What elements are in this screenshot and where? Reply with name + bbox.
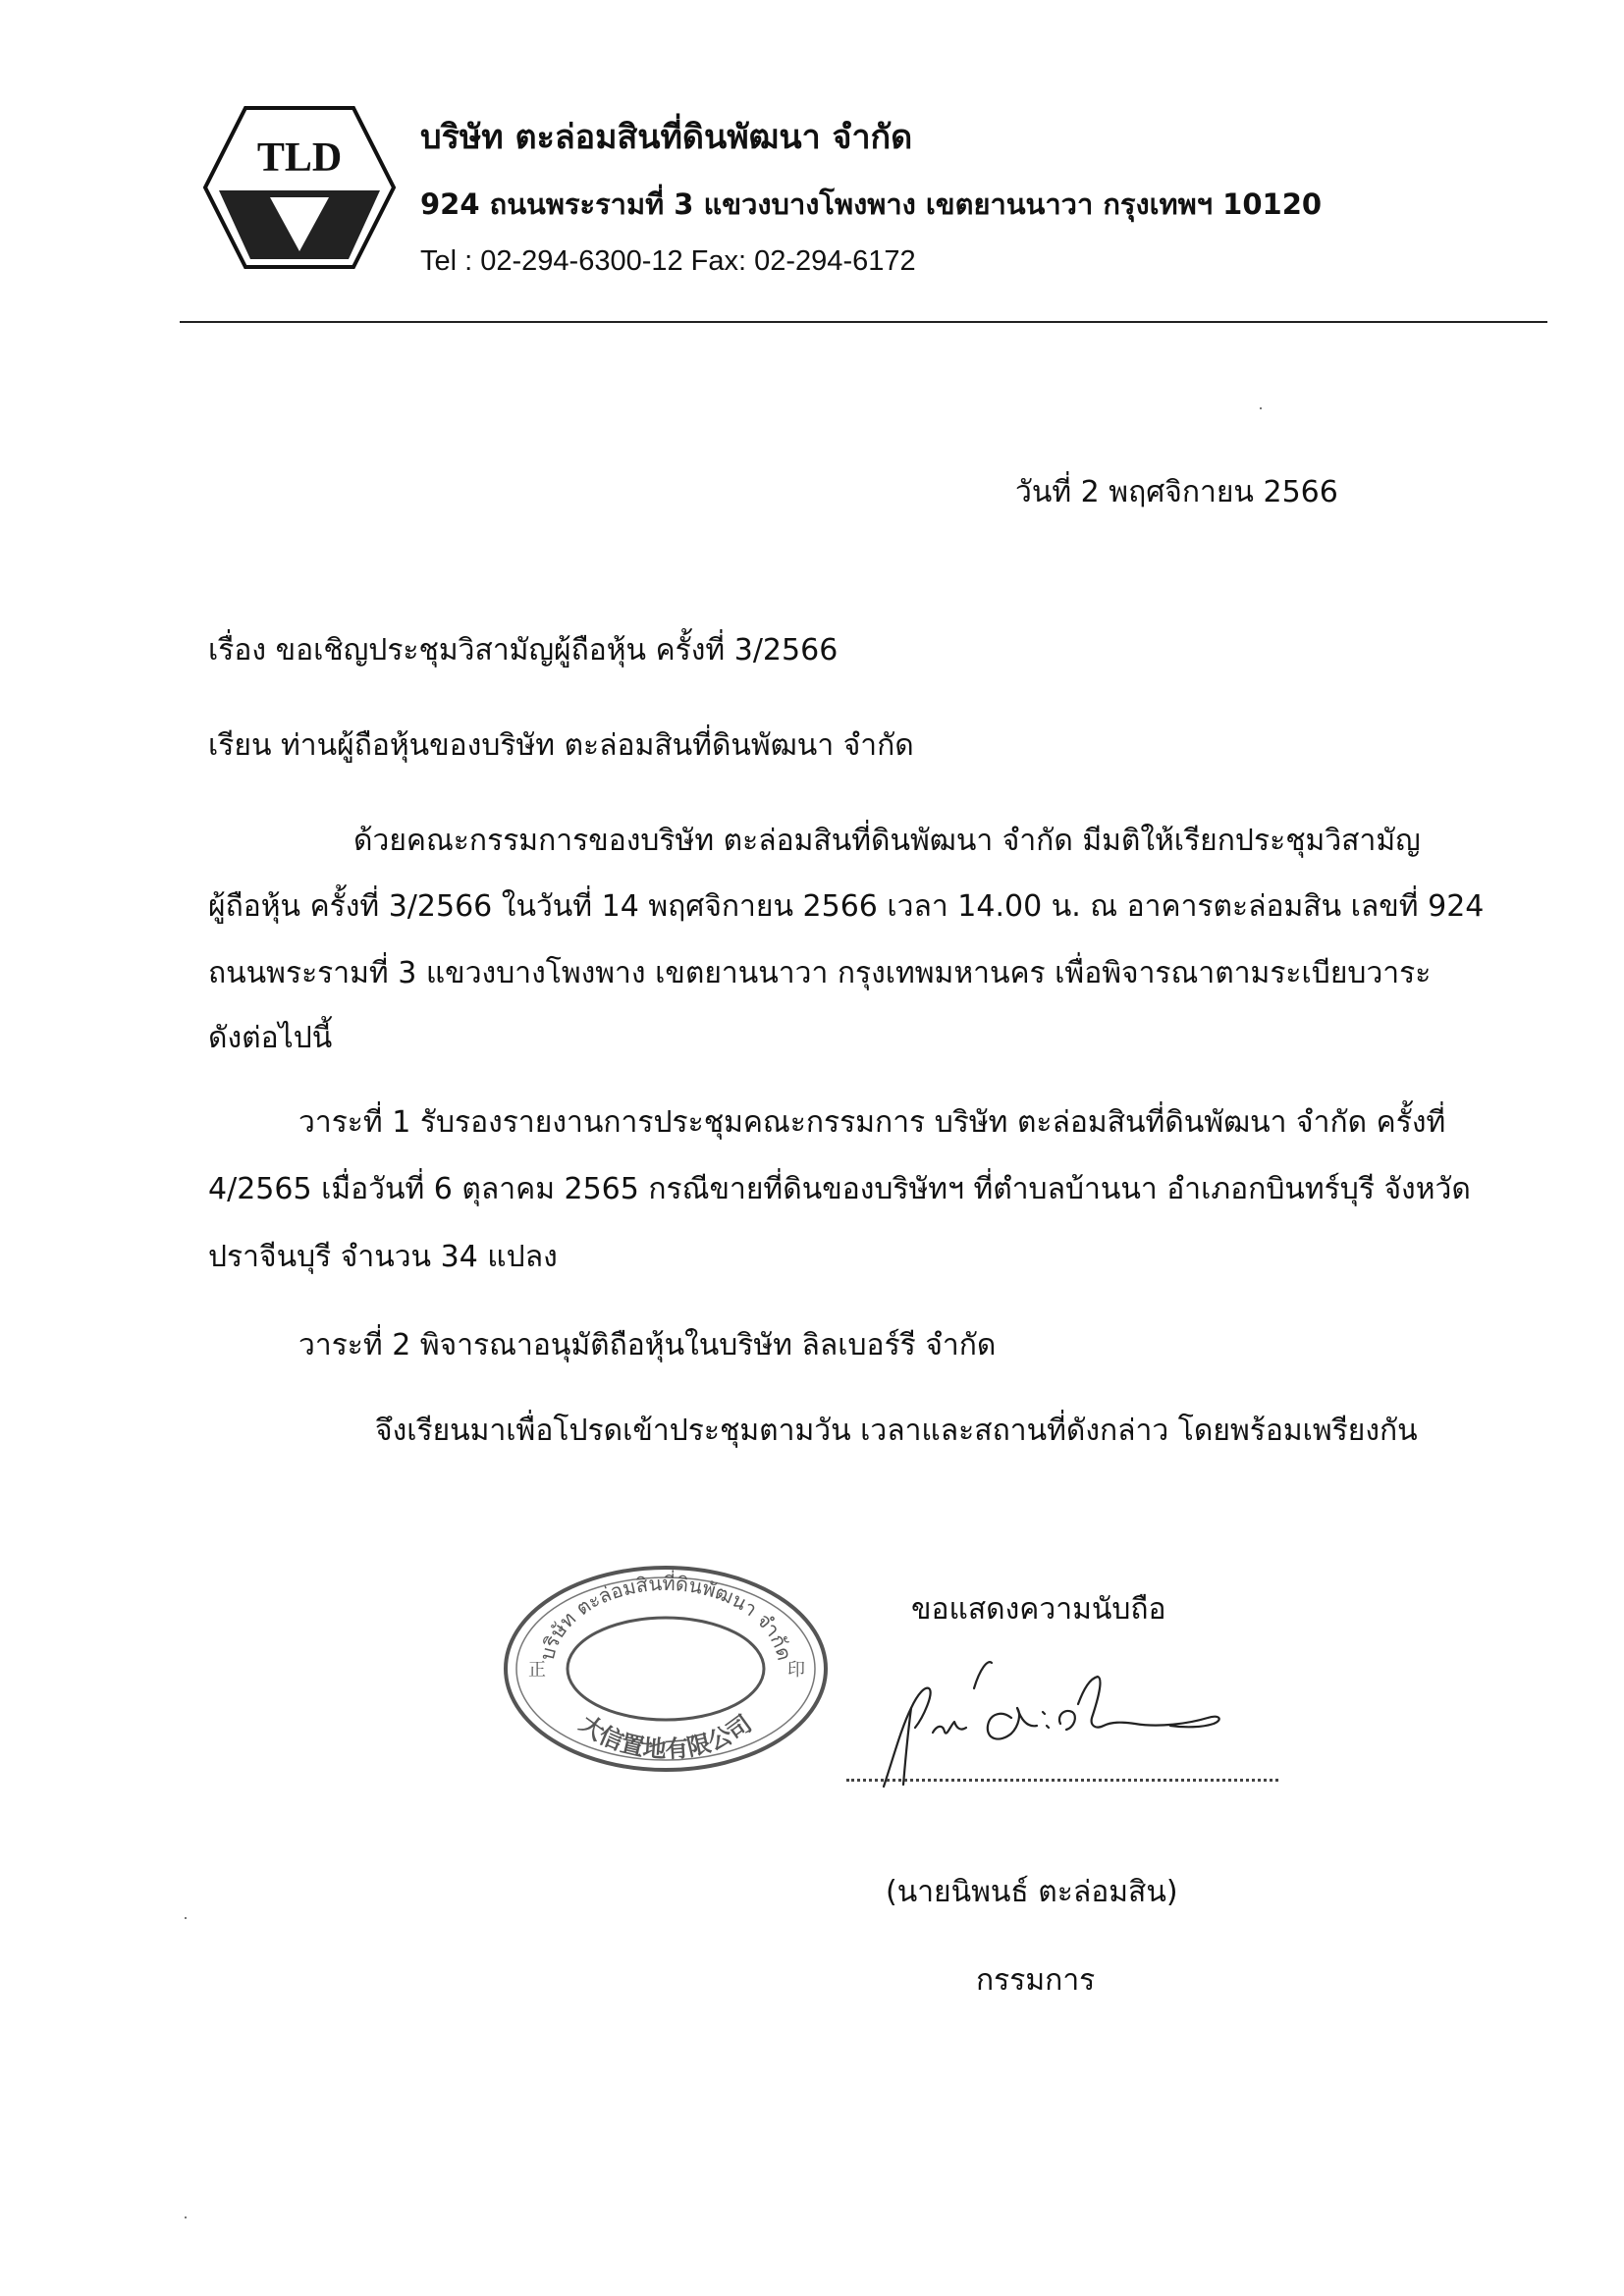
header-divider xyxy=(180,321,1547,323)
company-address: 924 ถนนพระรามที่ 3 แขวงบางโพงพาง เขตยานนาวา กรุงเทพฯ 10120 xyxy=(420,187,1323,221)
signature-line xyxy=(846,1775,1278,1782)
signatory-name: (นายนิพนธ์ ตะล่อมสิน) xyxy=(886,1875,1178,1909)
logo-text: TLD xyxy=(256,135,343,181)
body-line: ด้วยคณะกรรมการของบริษัท ตะล่อมสินที่ดินพัฒนา จำกัด มีมติให้เรียกประชุมวิสามัญ xyxy=(353,824,1421,858)
company-logo xyxy=(201,104,398,271)
company-contact: Tel : 02-294-6300-12 Fax: 02-294-6172 xyxy=(420,245,916,277)
body-line: ดังต่อไปนี้ xyxy=(208,1021,333,1055)
agenda-1-line: 4/2565 เมื่อวันที่ 6 ตุลาคม 2565 กรณีขายที่ดินของบริษัทฯ ที่ตำบลบ้านนา อำเภอกบินทร์บุรี จังหวัด xyxy=(208,1172,1471,1206)
svg-text:大信置地有限公司 xyxy=(574,1710,757,1764)
body-line: ผู้ถือหุ้น ครั้งที่ 3/2566 ในวันที่ 14 พฤศจิกายน 2566 เวลา 14.00 น. ณ อาคารตะล่อมสิน เลขที่ 924 xyxy=(208,889,1485,924)
letter-addressee: เรียน ท่านผู้ถือหุ้นของบริษัท ตะล่อมสินที่ดินพัฒนา จำกัด xyxy=(208,728,914,763)
body-line: ถนนพระรามที่ 3 แขวงบางโพงพาง เขตยานนาวา กรุงเทพมหานคร เพื่อพิจารณาตามระเบียบวาระ xyxy=(208,956,1432,990)
company-seal-stamp xyxy=(499,1561,833,1777)
salutation: ขอแสดงความนับถือ xyxy=(911,1592,1166,1627)
stamp-bottom-text: 大信置地有限公司 xyxy=(574,1709,757,1764)
stamp-right-char: 印 xyxy=(787,1660,805,1681)
agenda-1-line: ปราจีนบุรี จำนวน 34 แปลง xyxy=(208,1240,558,1274)
scan-speck xyxy=(185,2216,187,2218)
letter-date: วันที่ 2 พฤศจิกายน 2566 xyxy=(1015,475,1338,509)
company-name: บริษัท ตะล่อมสินที่ดินพัฒนา จำกัด xyxy=(420,118,913,157)
letter-subject: เรื่อง ขอเชิญประชุมวิสามัญผู้ถือหุ้น ครั้งที่ 3/2566 xyxy=(208,633,839,667)
agenda-2: วาระที่ 2 พิจารณาอนุมัติถือหุ้นในบริษัท ลิลเบอร์รี จำกัด xyxy=(298,1328,997,1362)
stamp-top-text: บริษัท ตะล่อมสินที่ดินพัฒนา จำกัด xyxy=(534,1571,797,1663)
closing-sentence: จึงเรียนมาเพื่อโปรดเข้าประชุมตามวัน เวลาและสถานที่ดังกล่าว โดยพร้อมเพรียงกัน xyxy=(375,1414,1418,1448)
scan-speck xyxy=(185,1917,187,1919)
stamp-left-char: 正 xyxy=(528,1660,546,1681)
agenda-1-line: วาระที่ 1 รับรองรายงานการประชุมคณะกรรมการ บริษัท ตะล่อมสินที่ดินพัฒนา จำกัด ครั้งที่ xyxy=(298,1105,1446,1140)
signatory-title: กรรมการ xyxy=(976,1963,1096,1998)
scan-speck xyxy=(1260,407,1262,409)
